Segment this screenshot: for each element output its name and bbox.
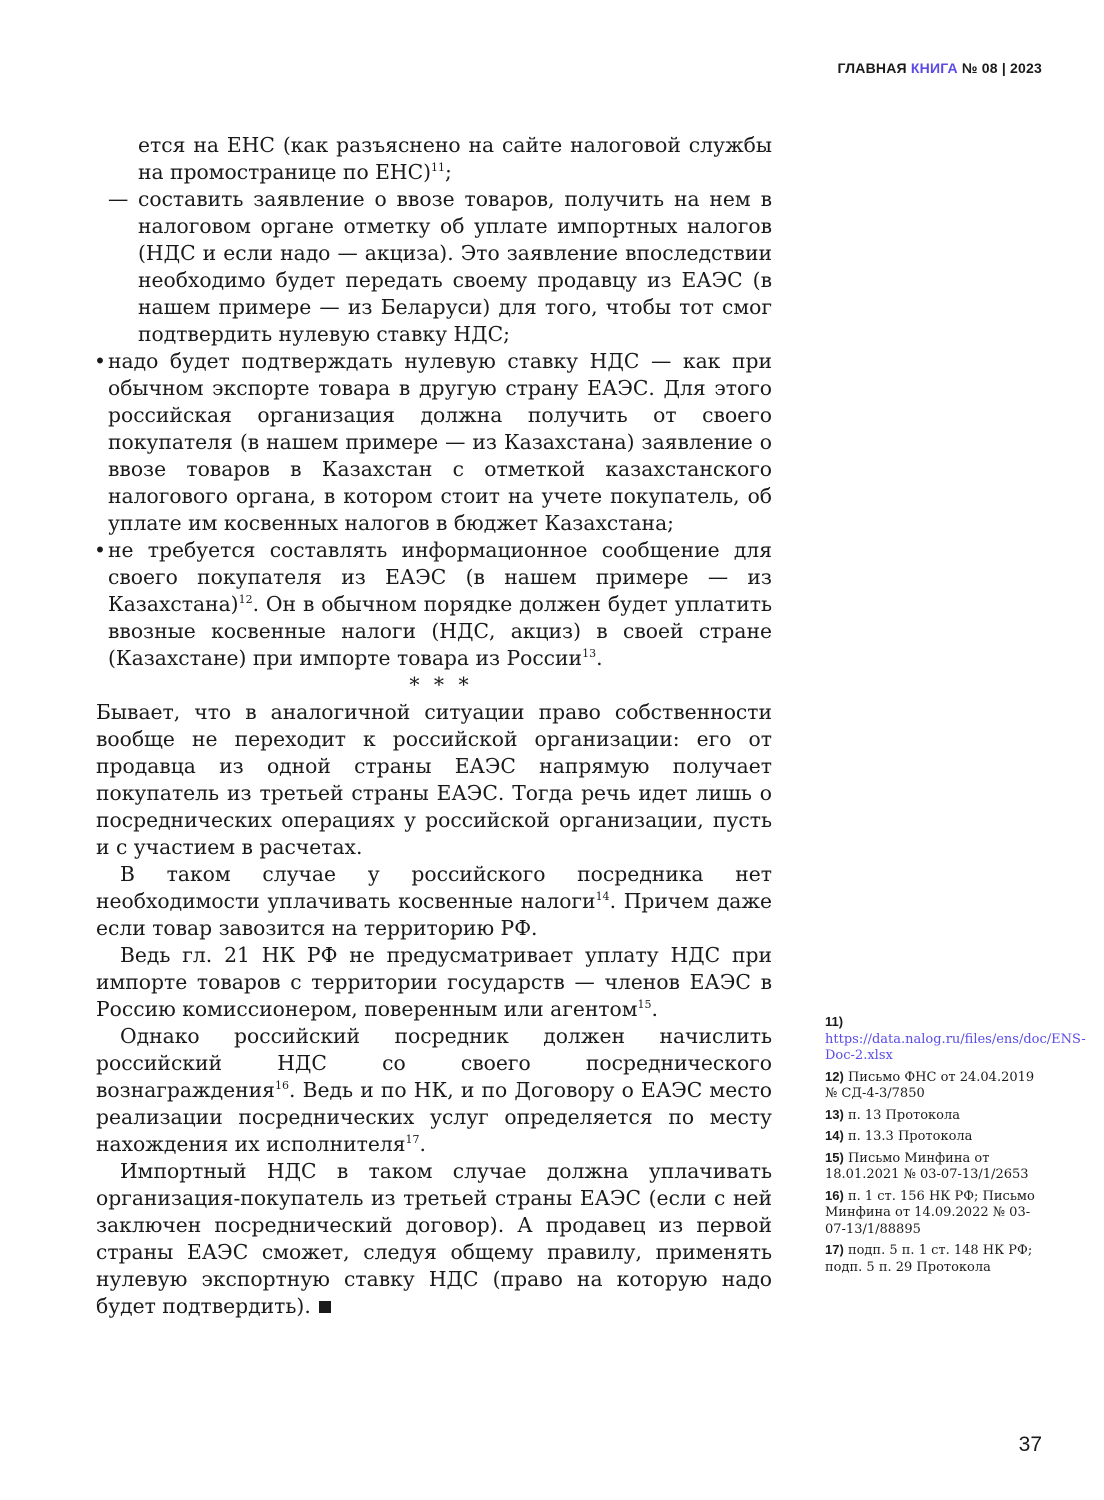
list-continuation: ется на ЕНС (как разъяснено на сайте налоговой службы на промостранице по ЕНС)$^{11}$;	[138, 133, 772, 184]
footnote-ref[interactable]: 14	[595, 890, 610, 903]
section-separator: * * *	[409, 673, 473, 697]
footnote-ref[interactable]: 17	[405, 1133, 420, 1146]
dash-marker: —	[108, 187, 129, 211]
magazine-header	[838, 60, 1043, 76]
brand-name: ГЛАВНАЯ	[837, 60, 911, 76]
footnote-ref[interactable]: 13	[582, 647, 597, 660]
bullet-list-item: • надо будет подтверждать нулевую ставку НДС — как при обычном экспорте товара в другую страну ЕАЭС. Для этого российская организация должна получить от своего покупателя (в нашем примере — из Казахстана) заявление о ввозе товаров в Казахстан с отметкой казахстанского налогового органа, в котором стоит на учете покупатель, об уплате им косвенных налогов в бюджет Казахстана;	[94, 349, 772, 535]
paragraph: В таком случае у российского посредника нет необходимости уплачивать косвенные налоги$^{14}$. Причем даже если товар завозится на территорию РФ.	[96, 862, 772, 940]
paragraph: Ведь гл. 21 НК РФ не предусматривает уплату НДС при импорте товаров с территории государств — членов ЕАЭС в Россию комиссионером, поверенным или агентом$^{15}$.	[96, 943, 772, 1021]
footnote-13: 13) п. 13 Протокола	[825, 1106, 961, 1123]
paragraph: Импортный НДС в таком случае должна уплачивать организация-покупатель из третьей страны ЕАЭС (если с ней заключен посреднический договор). А продавец из первой страны ЕАЭС сможет, следуя общему правилу, применять нулевую экспортную ставку НДС (право на которую надо будет подтвердить).	[96, 1159, 772, 1318]
footnote-11: 11) https://data.nalog.ru/files/ens/doc/ENS-Doc-2.xlsx	[825, 1014, 1086, 1063]
footnotes-sidebar	[825, 1014, 1086, 1280]
issue-number: № 08 | 2023	[957, 60, 1042, 76]
paragraph: Однако российский посредник должен начислить российский НДС со своего посреднического вознаграждения$^{16}$. Ведь и по НК, и по Договору о ЕАЭС место реализации посреднических услуг определяется по месту нахождения их исполнителя$^{17}$.	[96, 1024, 772, 1156]
footnote-ref[interactable]: 11	[431, 161, 446, 174]
footnote-ref[interactable]: 16	[274, 1079, 289, 1092]
bullet-list-item: • не требуется составлять информационное сообщение для своего покупателя из ЕАЭС (в нашем примере — из Казахстана)$^{12}$. Он в обычном порядке должен будет уплатить ввозные косвенные налоги (НДС, акциз) в своей стране (Казахстане) при импорте товара из России$^{13}$.	[94, 538, 772, 670]
footnote-link[interactable]: https://data.nalog.ru/files/ens/doc/ENS-Doc-2.xlsx	[825, 1031, 1086, 1063]
footnote-17: 17) подп. 5 п. 1 ст. 148 НК РФ; подп. 5 п. 29 Протокола	[825, 1242, 1033, 1275]
footnote-ref[interactable]: 15	[637, 998, 652, 1011]
dash-list-item: — составить заявление о ввозе товаров, получить на нем в налоговом органе отметку об уплате импортных налогов (НДС и если надо — акциза). Это заявление впоследствии необходимо будет передать своему продавцу из ЕАЭС (в нашем примере — из Беларуси) для того, чтобы тот смог подтвердить нулевую ставку НДС;	[108, 187, 772, 346]
bullet-marker: •	[94, 538, 106, 562]
bullet-marker: •	[94, 349, 106, 373]
article-body	[96, 132, 772, 1320]
footnote-ref[interactable]: 12	[238, 593, 253, 606]
footnote-12: 12) Письмо ФНС от 24.04.2019 № СД-4-3/7850	[825, 1068, 1035, 1101]
footnote-15: 15) Письмо Минфина от 18.01.2021 № 03-07-13/1/2653	[825, 1149, 1029, 1182]
footnote-16: 16) п. 1 ст. 156 НК РФ; Письмо Минфина от 14.09.2022 № 03-07-13/1/88895	[825, 1187, 1035, 1237]
footnote-14: 14) п. 13.3 Протокола	[825, 1128, 973, 1144]
paragraph: Бывает, что в аналогичной ситуации право собственности вообще не переходит к российской организации: его от продавца из одной страны ЕАЭС напрямую получает покупатель из третьей страны ЕАЭС. Тогда речь идет лишь о посреднических операциях у российской организации, пусть и с участием в расчетах.	[96, 700, 772, 859]
brand-name-accent: КНИГА	[910, 60, 958, 76]
end-of-article-mark	[319, 1301, 331, 1313]
page-number: 37	[1018, 1433, 1042, 1456]
